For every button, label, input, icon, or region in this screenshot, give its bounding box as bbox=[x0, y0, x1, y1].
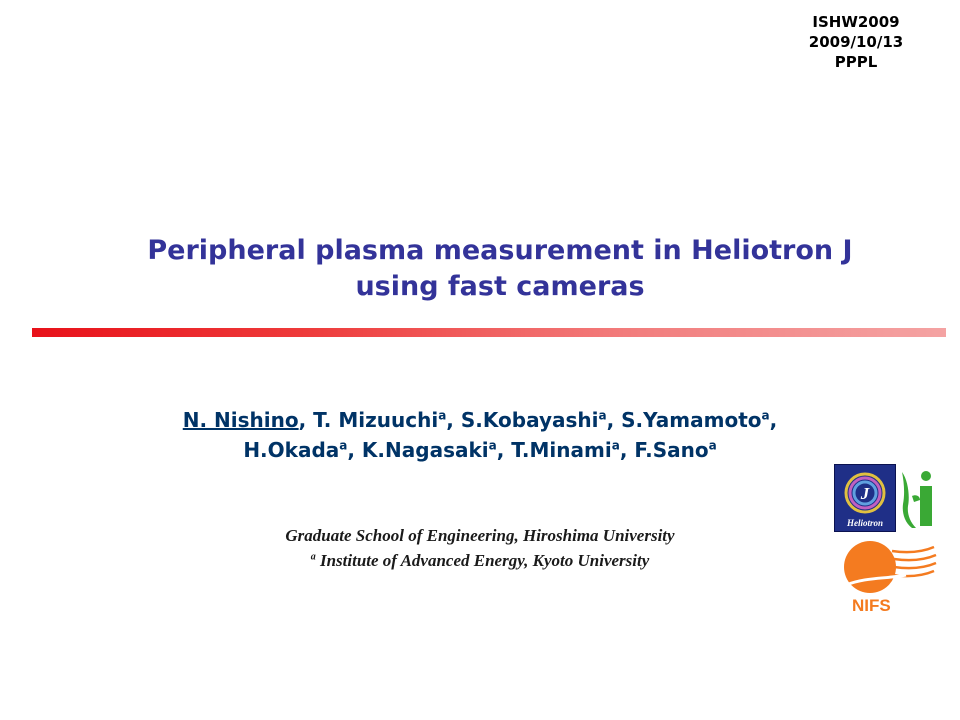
conference-name: ISHW2009 bbox=[812, 13, 900, 31]
title-divider bbox=[32, 328, 946, 337]
nifs-label: NIFS bbox=[852, 596, 891, 615]
presenting-author: N. Nishino bbox=[182, 408, 299, 432]
conference-info bbox=[786, 12, 926, 72]
conference-date: 2009/10/13 bbox=[808, 33, 904, 51]
title-line-1: Peripheral plasma measurement in Heliotron J bbox=[147, 235, 853, 266]
heliotron-label: Heliotron bbox=[846, 518, 883, 528]
affiliations bbox=[90, 523, 870, 573]
author-line-2: H.Okada$^a$, K.Nagasaki$^a$, T.Minami$^a$, F.Sano$^a$ bbox=[243, 438, 717, 462]
conference-venue: PPPL bbox=[834, 53, 878, 71]
title-line-2: using fast cameras bbox=[355, 271, 645, 302]
heliotron-letter: J bbox=[860, 484, 870, 503]
author-list bbox=[90, 405, 870, 465]
heliotron-j-logo bbox=[834, 464, 896, 532]
affiliation-2: $^a$ Institute of Advanced Energy, Kyoto University bbox=[310, 551, 650, 570]
author-line-1: N. Nishino, T. Mizuuchi$^a$, S.Kobayashi$^a$, S.Yamamoto$^a$, bbox=[182, 408, 778, 432]
kyoto-iae-logo-icon bbox=[898, 466, 942, 530]
affiliation-1: Graduate School of Engineering, Hiroshima University bbox=[285, 526, 675, 545]
slide-title bbox=[110, 233, 890, 305]
